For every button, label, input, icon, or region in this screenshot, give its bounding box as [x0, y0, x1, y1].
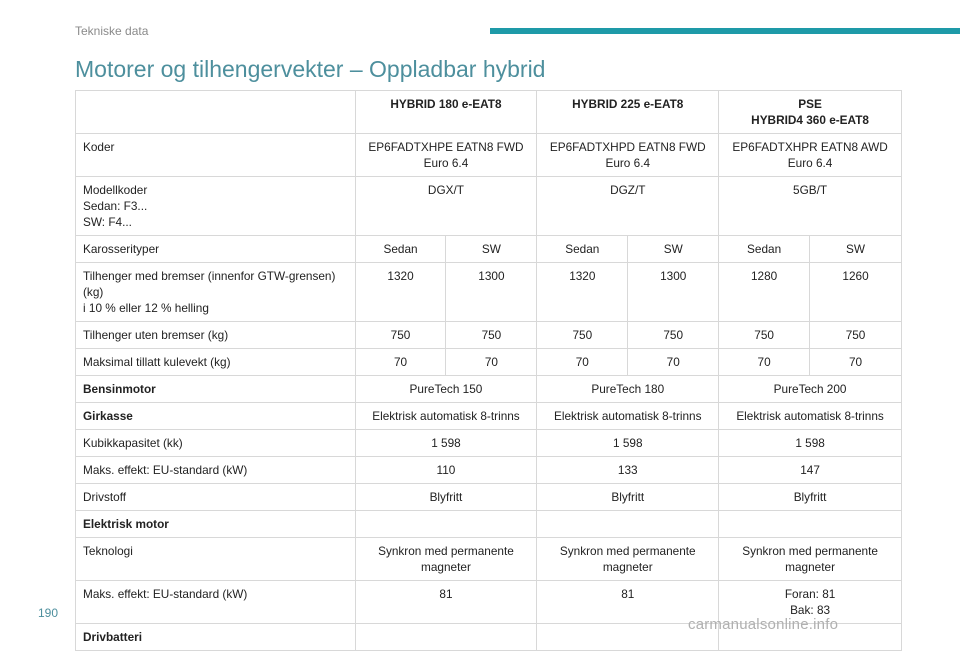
table-cell: Blyfritt — [355, 484, 537, 511]
table-cell: 1320 — [355, 263, 446, 322]
table-row — [76, 430, 902, 457]
header-row — [76, 91, 902, 134]
table-cell: 750 — [810, 322, 902, 349]
table-row — [76, 484, 902, 511]
table-cell: 1280 — [719, 263, 810, 322]
row-label: Maks. effekt: EU-standard (kW) — [76, 581, 356, 624]
row-label: Bensinmotor — [76, 376, 356, 403]
row-label: Koder — [76, 134, 356, 177]
table-cell: 750 — [719, 322, 810, 349]
table-cell: 1 598 — [719, 430, 902, 457]
table-cell: EP6FADTXHPE EATN8 FWD Euro 6.4 — [355, 134, 537, 177]
watermark: carmanualsonline.info — [688, 616, 839, 633]
section-label: Tekniske data — [75, 24, 149, 38]
accent-bar — [490, 28, 960, 34]
spec-table — [75, 90, 902, 651]
table-cell: Elektrisk automatisk 8-trinns — [355, 403, 537, 430]
table-row — [76, 457, 902, 484]
row-label: Maksimal tillatt kulevekt (kg) — [76, 349, 356, 376]
table-cell: 70 — [628, 349, 719, 376]
table-cell: 70 — [719, 349, 810, 376]
table-cell: Synkron med permanente magneter — [355, 538, 537, 581]
table-cell: 1300 — [446, 263, 537, 322]
table-cell: 1 598 — [355, 430, 537, 457]
table-cell: 81 — [537, 581, 719, 624]
table-cell: 1320 — [537, 263, 628, 322]
row-label: Elektrisk motor — [76, 511, 356, 538]
table-cell: DGZ/T — [537, 177, 719, 236]
header-empty-cell — [76, 91, 356, 134]
table-cell: 70 — [446, 349, 537, 376]
table-cell: 133 — [537, 457, 719, 484]
table-cell: Sedan — [719, 236, 810, 263]
column-header: HYBRID 180 e-EAT8 — [355, 91, 537, 134]
table-cell: EP6FADTXHPR EATN8 AWD Euro 6.4 — [719, 134, 902, 177]
table-cell: 70 — [537, 349, 628, 376]
page-number: 190 — [38, 606, 59, 620]
table-cell: Blyfritt — [719, 484, 902, 511]
table-cell: Elektrisk automatisk 8-trinns — [537, 403, 719, 430]
table-cell: 750 — [537, 322, 628, 349]
table-cell: Synkron med permanente magneter — [719, 538, 902, 581]
column-header: PSE HYBRID4 360 e-EAT8 — [719, 91, 902, 134]
table-row — [76, 376, 902, 403]
table-row — [76, 511, 902, 538]
table-cell: PureTech 180 — [537, 376, 719, 403]
table-cell — [355, 511, 537, 538]
table-cell: Sedan — [355, 236, 446, 263]
table-cell: 147 — [719, 457, 902, 484]
row-label: Drivstoff — [76, 484, 356, 511]
row-label: Modellkoder Sedan: F3... SW: F4... — [76, 177, 356, 236]
table-cell: EP6FADTXHPD EATN8 FWD Euro 6.4 — [537, 134, 719, 177]
table-cell: Foran: 81 Bak: 83 — [719, 581, 902, 624]
table-cell: SW — [810, 236, 902, 263]
row-label: Teknologi — [76, 538, 356, 581]
table-cell: PureTech 200 — [719, 376, 902, 403]
table-cell: Elektrisk automatisk 8-trinns — [719, 403, 902, 430]
page-title: Motorer og tilhengervekter – Oppladbar hybrid — [75, 56, 546, 82]
table-cell — [355, 624, 537, 651]
table-cell — [537, 511, 719, 538]
table-row — [76, 236, 902, 263]
table-cell: 1 598 — [537, 430, 719, 457]
column-header: HYBRID 225 e-EAT8 — [537, 91, 719, 134]
table-cell: 750 — [355, 322, 446, 349]
table-cell — [719, 511, 902, 538]
table-row — [76, 538, 902, 581]
row-label: Karosserityper — [76, 236, 356, 263]
table-cell: Sedan — [537, 236, 628, 263]
table-cell: 81 — [355, 581, 537, 624]
table-row — [76, 403, 902, 430]
row-label: Tilhenger uten bremser (kg) — [76, 322, 356, 349]
table-cell: 1260 — [810, 263, 902, 322]
table-row — [76, 177, 902, 236]
table-cell: PureTech 150 — [355, 376, 537, 403]
table-cell: SW — [628, 236, 719, 263]
table-cell: 750 — [628, 322, 719, 349]
table-cell: 750 — [446, 322, 537, 349]
table-cell: 70 — [810, 349, 902, 376]
row-label: Girkasse — [76, 403, 356, 430]
row-label: Maks. effekt: EU-standard (kW) — [76, 457, 356, 484]
table-cell: 110 — [355, 457, 537, 484]
row-label: Tilhenger med bremser (innenfor GTW-grensen) (kg) i 10 % eller 12 % helling — [76, 263, 356, 322]
table-row — [76, 349, 902, 376]
table-row — [76, 322, 902, 349]
table-cell: Synkron med permanente magneter — [537, 538, 719, 581]
table-cell: SW — [446, 236, 537, 263]
table-cell: Blyfritt — [537, 484, 719, 511]
table-row — [76, 263, 902, 322]
row-label: Kubikkapasitet (kk) — [76, 430, 356, 457]
table-row — [76, 134, 902, 177]
table-cell: 70 — [355, 349, 446, 376]
row-label: Drivbatteri — [76, 624, 356, 651]
table-cell: 5GB/T — [719, 177, 902, 236]
table-cell: DGX/T — [355, 177, 537, 236]
table-cell: 1300 — [628, 263, 719, 322]
